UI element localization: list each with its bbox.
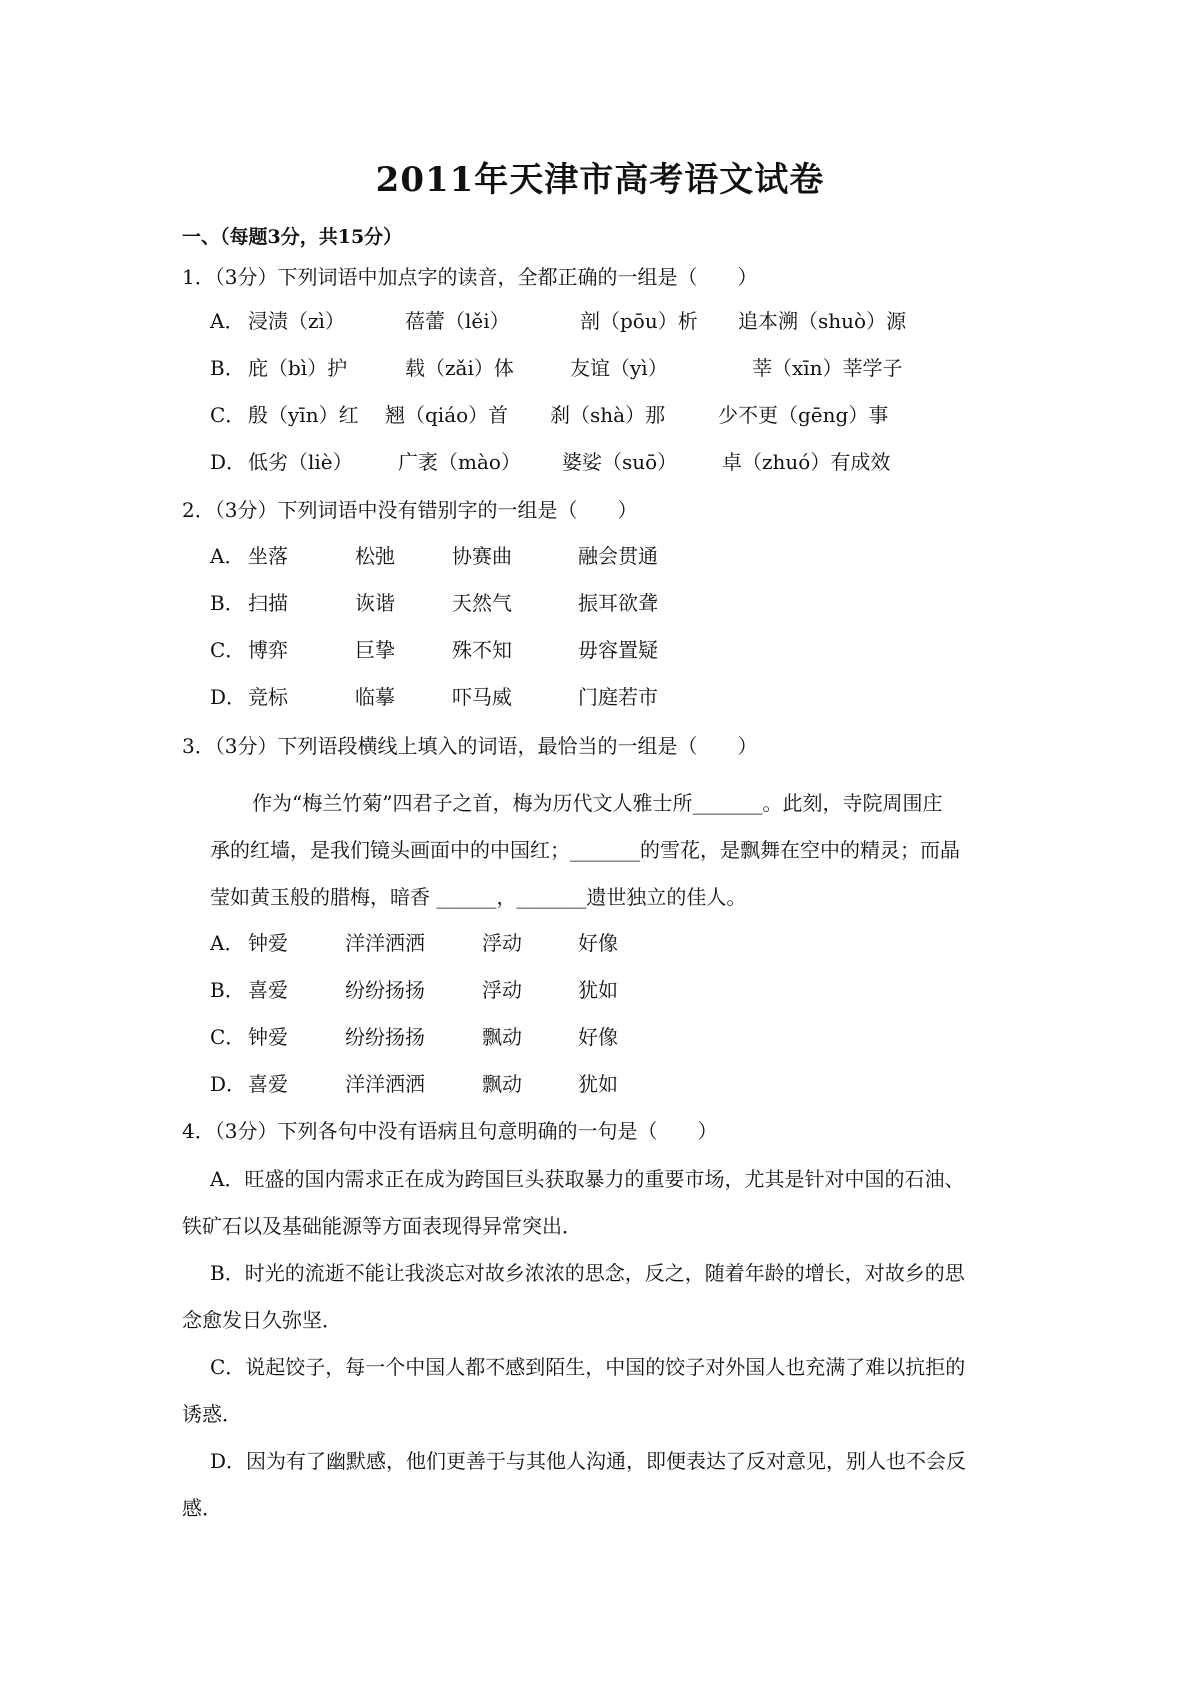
option-item: 少不更（gēng）事 — [718, 403, 889, 427]
option-item: 广袤（mào） — [398, 450, 521, 474]
option-item: 追本溯（shuò）源 — [738, 309, 907, 333]
option-item: 犹如 — [578, 1072, 618, 1096]
option-item: 坐落 — [248, 544, 288, 568]
option-label: A． — [210, 309, 245, 333]
option-label: C． — [210, 403, 246, 427]
option-label: B． — [210, 591, 245, 615]
option-item: 振耳欲聋 — [578, 591, 658, 615]
option-item: 好像 — [578, 931, 618, 955]
q3-passage-line: 作为“梅兰竹菊”四君子之首，梅为历代文人雅士所_______。此刻，寺院周围庄 — [252, 791, 943, 815]
option-item: 飘动 — [482, 1025, 522, 1049]
option-item: 刹（shà）那 — [550, 403, 666, 427]
option-label: C． — [210, 1025, 246, 1049]
option-item: 天然气 — [452, 591, 512, 615]
option-label: D． — [210, 450, 247, 474]
option-item: 协赛曲 — [452, 544, 512, 568]
q4-option-c-continuation: 诱惑． — [182, 1402, 242, 1426]
option-item: 吓马威 — [452, 685, 512, 709]
option-item: 卓（zhuó）有成效 — [722, 450, 891, 474]
option-item: 载（zǎi）体 — [405, 356, 514, 380]
option-label: A． — [210, 931, 245, 955]
question-4-stem: 4．（3分）下列各句中没有语病且句意明确的一句是（ ） — [182, 1119, 718, 1143]
option-label: C． — [210, 638, 246, 662]
section-heading: 一、（每题3分，共15分） — [182, 226, 403, 248]
option-item: 好像 — [578, 1025, 618, 1049]
q4-option-c[interactable]: C．说起饺子，每一个中国人都不感到陌生，中国的饺子对外国人也充满了难以抗拒的 — [210, 1355, 966, 1379]
option-item: 殷（yīn）红 — [248, 403, 359, 427]
option-item: 扫描 — [248, 591, 288, 615]
option-item: 临摹 — [355, 685, 395, 709]
page-title: 2011年天津市高考语文试卷 — [375, 160, 825, 200]
option-item: 翘（qiáo）首 — [385, 403, 509, 427]
option-label: B． — [210, 356, 245, 380]
option-item: 喜爱 — [248, 1072, 288, 1096]
q4-option-d-continuation: 感． — [182, 1496, 222, 1520]
option-item: 友谊（yì） — [570, 356, 668, 380]
q3-passage-line: 承的红墙，是我们镜头画面中的中国红；_______的雪花，是飘舞在空中的精灵；而晶 — [210, 838, 960, 862]
option-item: 毋容置疑 — [578, 638, 658, 662]
option-item: 飘动 — [482, 1072, 522, 1096]
option-item: 浮动 — [482, 931, 522, 955]
q3-passage-line: 莹如黄玉般的腊梅，暗香 ______，_______遗世独立的佳人。 — [210, 885, 747, 909]
option-item: 博弈 — [248, 638, 288, 662]
option-item: 松弛 — [355, 544, 395, 568]
option-label: B． — [210, 978, 245, 1002]
option-item: 诙谐 — [355, 591, 395, 615]
question-1-stem: 1．（3分）下列词语中加点字的读音，全都正确的一组是（ ） — [182, 265, 758, 289]
option-item: 婆娑（suō） — [562, 450, 678, 474]
option-label: A． — [210, 544, 245, 568]
option-item: 犹如 — [578, 978, 618, 1002]
q4-option-a-continuation: 铁矿石以及基础能源等方面表现得异常突出． — [182, 1214, 582, 1238]
q4-option-a[interactable]: A．旺盛的国内需求正在成为跨国巨头获取暴力的重要市场，尤其是针对中国的石油、 — [210, 1167, 965, 1191]
option-item: 洋洋洒洒 — [345, 931, 425, 955]
option-item: 钟爱 — [248, 931, 288, 955]
option-item: 浸渍（zì） — [248, 309, 345, 333]
option-item: 钟爱 — [248, 1025, 288, 1049]
q4-option-b[interactable]: B．时光的流逝不能让我淡忘对故乡浓浓的思念，反之，随着年龄的增长，对故乡的思 — [210, 1261, 965, 1285]
q4-option-b-continuation: 念愈发日久弥坚． — [182, 1308, 342, 1332]
option-item: 剖（pōu）析 — [580, 309, 698, 333]
q4-option-d[interactable]: D．因为有了幽默感，他们更善于与其他人沟通，即便表达了反对意见，别人也不会反 — [210, 1449, 967, 1473]
option-item: 喜爱 — [248, 978, 288, 1002]
option-label: D． — [210, 1072, 247, 1096]
option-item: 浮动 — [482, 978, 522, 1002]
option-item: 殊不知 — [452, 638, 512, 662]
option-item: 莘（xīn）莘学子 — [752, 356, 903, 380]
option-item: 洋洋洒洒 — [345, 1072, 425, 1096]
option-item: 门庭若市 — [578, 685, 658, 709]
option-item: 纷纷扬扬 — [345, 1025, 425, 1049]
question-3-stem: 3．（3分）下列语段横线上填入的词语，最恰当的一组是（ ） — [182, 734, 758, 758]
option-item: 竞标 — [248, 685, 288, 709]
option-item: 融会贯通 — [578, 544, 658, 568]
option-item: 庇（bì）护 — [248, 356, 348, 380]
option-item: 纷纷扬扬 — [345, 978, 425, 1002]
option-label: D． — [210, 685, 247, 709]
option-item: 巨挚 — [355, 638, 395, 662]
option-item: 低劣（liè） — [248, 450, 353, 474]
question-2-stem: 2．（3分）下列词语中没有错别字的一组是（ ） — [182, 498, 638, 522]
option-item: 蓓蕾（lěi） — [405, 309, 510, 333]
